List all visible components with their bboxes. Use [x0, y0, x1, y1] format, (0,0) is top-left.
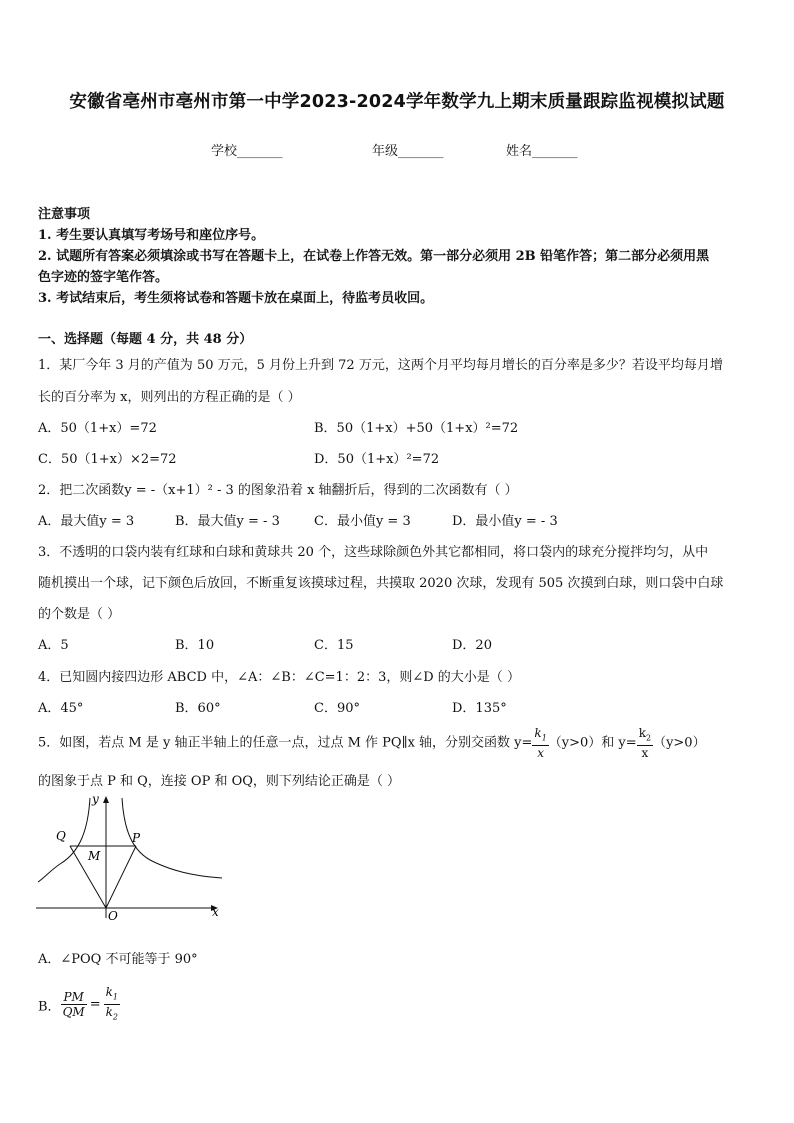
question-3-text: 随机摸出一个球，记下颜色后放回，不断重复该摸球过程，共摸取 2020 次球，发现有 505 次摸到白球，则口袋中白球 — [38, 576, 724, 591]
q1-option-b: B．50（1+x）+50（1+x）²=72 — [314, 421, 519, 436]
question-5-text: 的图象于点 P 和 Q，连接 OP 和 OQ，则下列结论正确是（ ） — [38, 774, 401, 789]
question-4-text: 4．已知圆内接四边形 ABCD 中，∠A：∠B：∠C=1：2：3，则∠D 的大小是（ ） — [38, 670, 520, 685]
fraction-k2-over-x: $\frac{k_2}{x}$ — [638, 726, 652, 761]
question-3-text: 3．不透明的口袋内装有红球和白球和黄球共 20 个，这些球除颜色外其它都相同，将口袋内的球充分搅拌均匀，从中 — [38, 545, 709, 560]
fraction-k1-over-k2: $\frac{k_1}{k_2}$ — [105, 985, 118, 1022]
q3-option-b: B．10 — [175, 638, 215, 653]
note-item: 2. 试题所有答案必须填涂或书写在答题卡上，在试卷上作答无效。第一部分必须用 2B 铅笔作答；第二部分必须用黑 — [38, 249, 710, 264]
q1-option-d: D．50（1+x）²=72 — [314, 452, 440, 467]
q2-option-d: D．最小值y = - 3 — [452, 514, 558, 529]
q4-option-d: D．135° — [452, 701, 507, 716]
section-heading: 一、选择题（每题 4 分，共 48 分） — [38, 332, 253, 347]
note-item: 1. 考生要认真填写考场号和座位序号。 — [38, 228, 265, 243]
q5-text-part2: （y>0）和 y= — [548, 735, 637, 751]
q5-text-part1: 5．如图，若点 M 是 y 轴正半轴上的任意一点，过点 M 作 PQ∥x 轴，分别交函数 y= — [38, 735, 533, 751]
q4-option-b: B．60° — [175, 701, 221, 716]
label-y: y — [92, 792, 99, 806]
label-m: M — [88, 849, 101, 863]
q3-option-d: D．20 — [452, 638, 492, 653]
q2-option-a: A．最大值y = 3 — [38, 514, 135, 529]
q5-option-a: A．∠POQ 不可能等于 90° — [38, 952, 198, 967]
q2-option-b: B．最大值y = - 3 — [175, 514, 280, 529]
label-q: Q — [56, 829, 66, 843]
q2-option-c: C．最小值y = 3 — [314, 514, 411, 529]
label-o: O — [108, 909, 118, 923]
q3-option-a: A．5 — [38, 638, 69, 653]
question-3-text: 的个数是（ ） — [38, 607, 121, 622]
notes-heading: 注意事项 — [38, 207, 91, 222]
q1-option-c: C．50（1+x）×2=72 — [38, 452, 177, 467]
q3-option-c: C．15 — [314, 638, 354, 653]
label-p: P — [132, 831, 141, 845]
q1-option-a: A．50（1+x）=72 — [38, 421, 157, 436]
fraction-pm-over-qm: $\frac{PM}{QM}$ — [62, 990, 85, 1020]
page-title: 安徽省亳州市亳州市第一中学2023-2024学年数学九上期末质量跟踪监视模拟试题 — [69, 92, 725, 112]
label-x: x — [212, 905, 219, 919]
y-axis-arrow — [103, 796, 109, 803]
segment-op — [106, 846, 136, 908]
question-1-text: 长的百分率为 x，则列出的方程正确的是（ ） — [38, 390, 301, 405]
q5-option-b: B． $\frac{PM}{QM}$ = $\frac{k_1}{k_2}$ — [38, 985, 120, 1025]
q5-text-part3: （y>0） — [653, 735, 706, 751]
hyperbola-graph — [36, 790, 226, 925]
note-item: 色字迹的签字笔作答。 — [38, 270, 169, 285]
question-5-text — [38, 726, 706, 760]
q4-option-a: A．45° — [38, 701, 84, 716]
question-2-text: 2．把二次函数y = -（x+1）² - 3 的图象沿着 x 轴翻折后，得到的二次函数有（ ） — [38, 483, 518, 498]
question-1-text: 1．某厂今年 3 月的产值为 50 万元，5 月份上升到 72 万元，这两个月平均每月增长的百分率是多少？若设平均每月增 — [38, 358, 723, 373]
school-field: 学校_______ — [211, 144, 283, 159]
fraction-k1-over-x: $\frac{k_1}{x}$ — [534, 726, 547, 761]
q4-option-c: C．90° — [314, 701, 360, 716]
grade-field: 年级_______ — [372, 144, 444, 159]
note-item: 3. 考试结束后，考生须将试卷和答题卡放在桌面上，待监考员收回。 — [38, 291, 434, 306]
name-field: 姓名_______ — [506, 144, 578, 159]
